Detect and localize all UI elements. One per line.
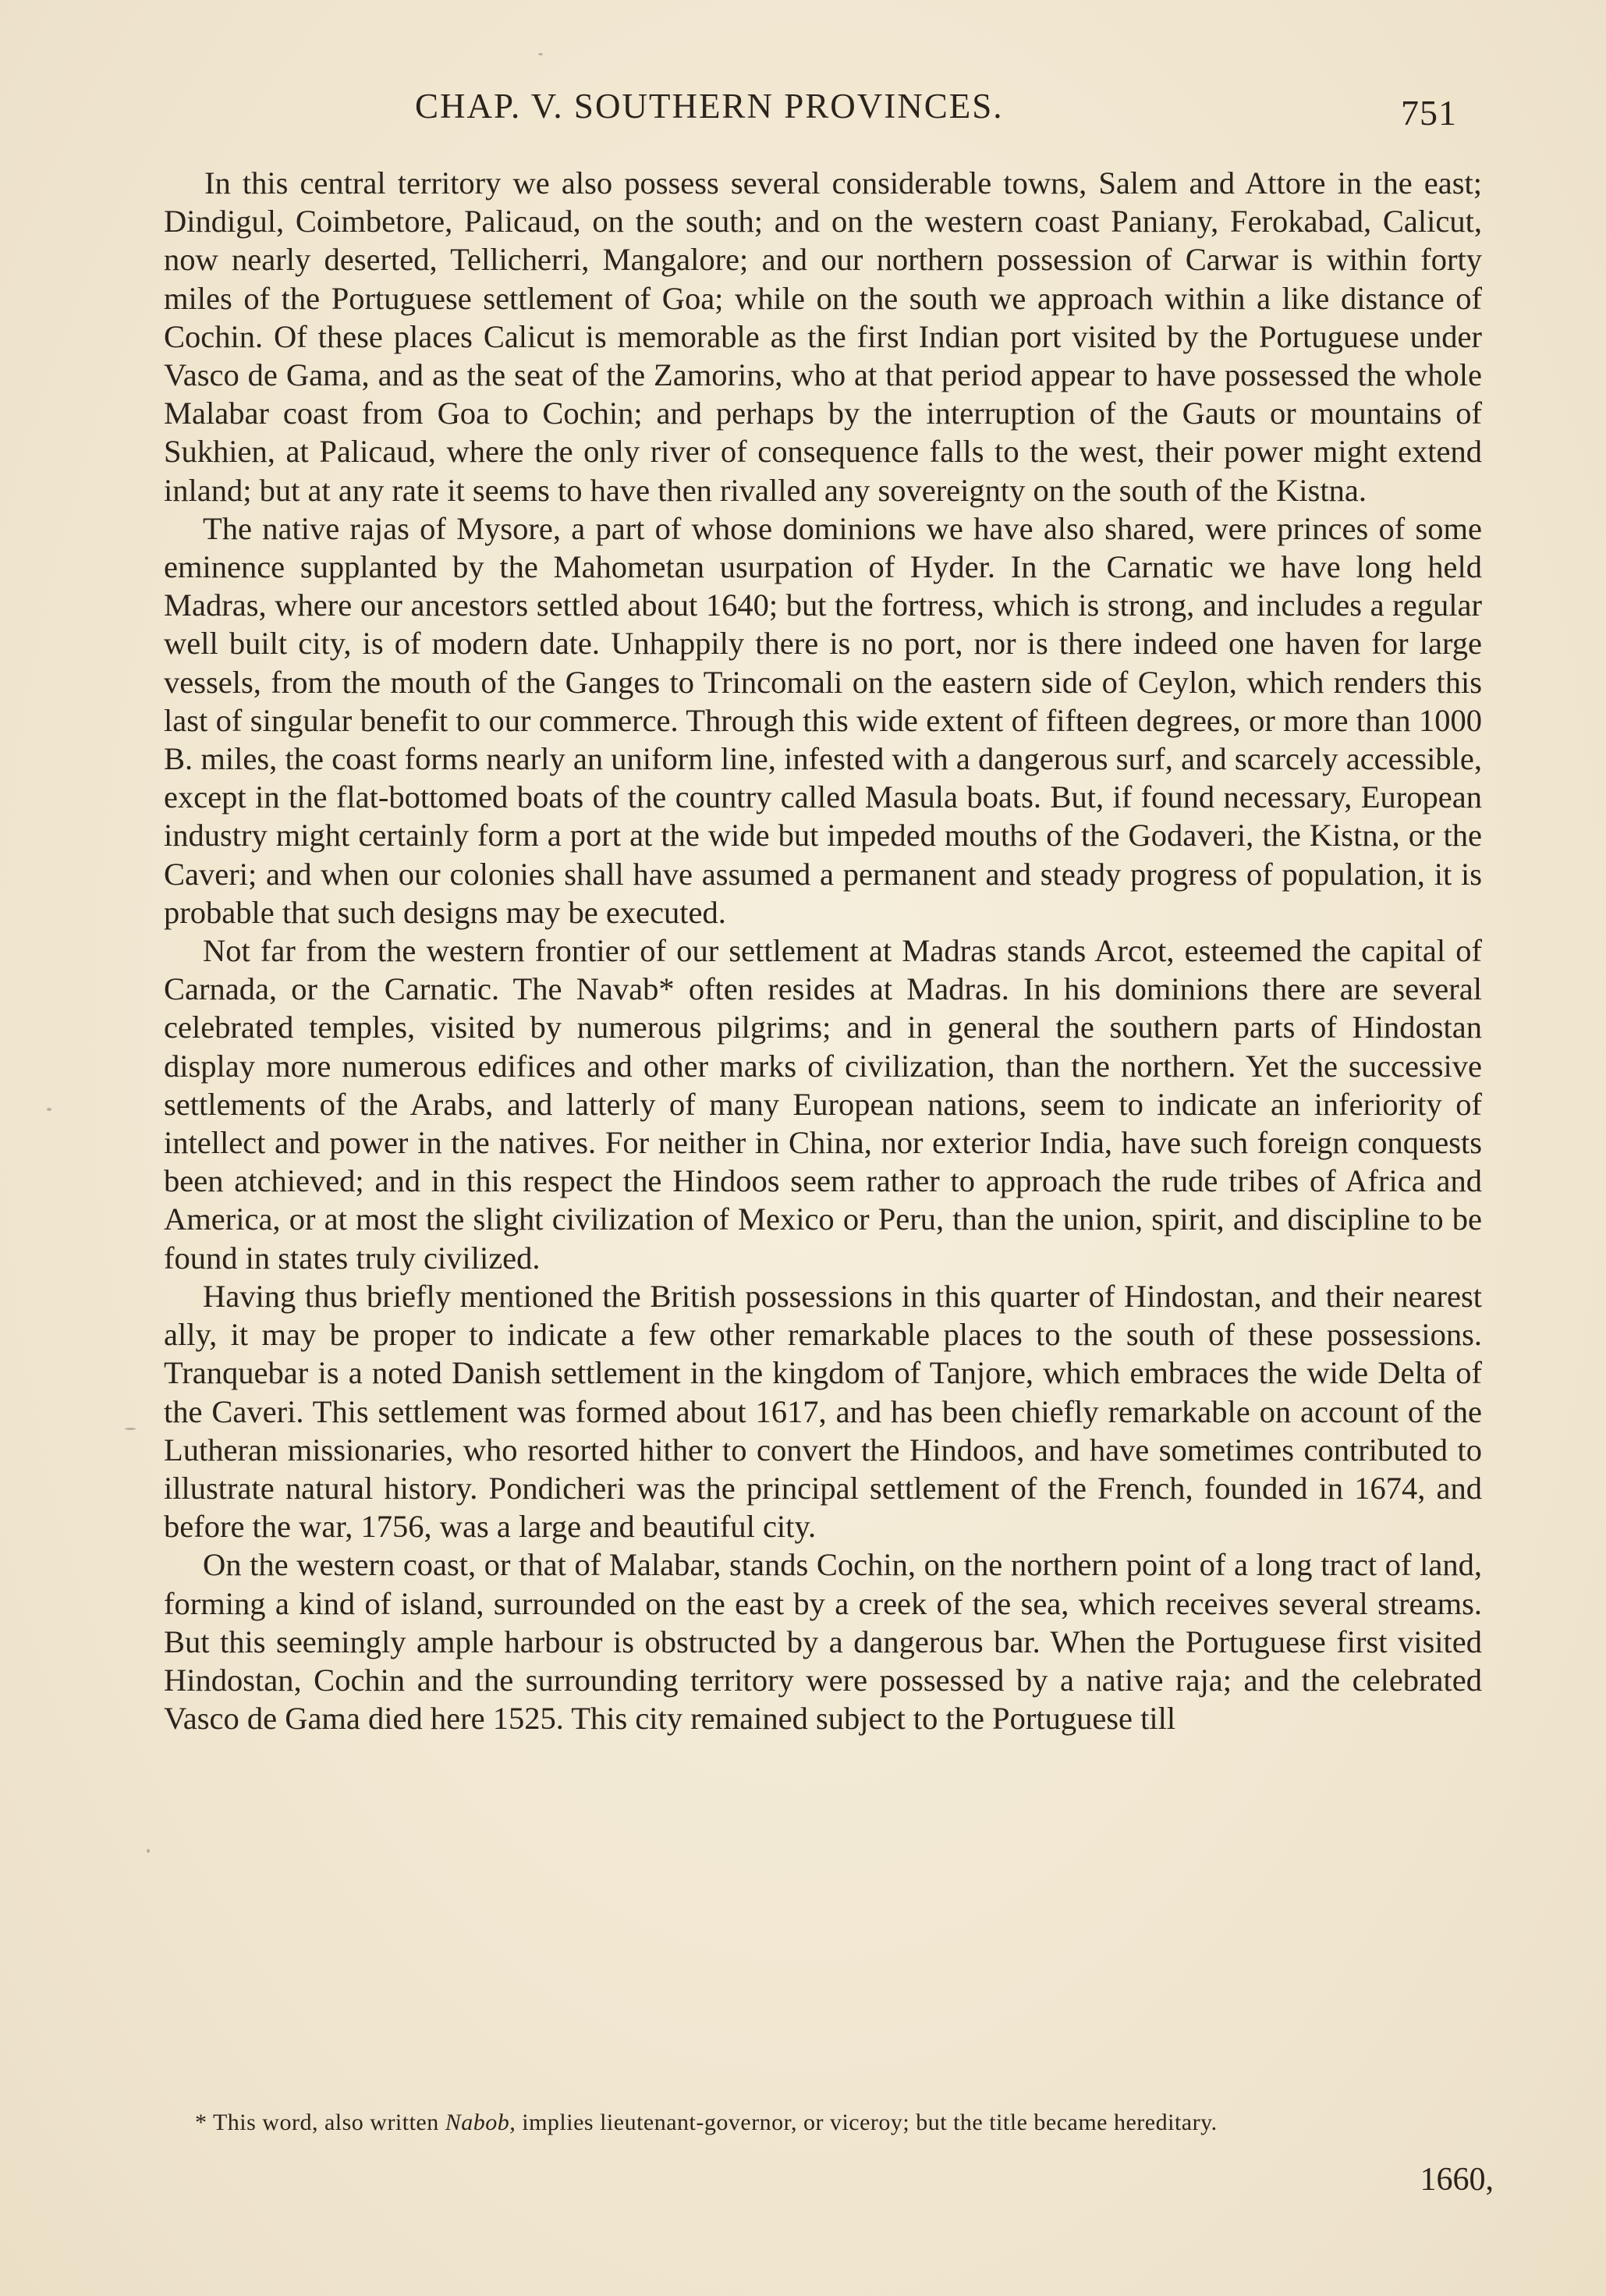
catchword: 1660, bbox=[1420, 2162, 1494, 2198]
paper-speck bbox=[147, 1849, 150, 1853]
paragraph: In this central territory we also possess several considerable towns, Salem and Attore in the east; Dindigul, Coimbetore, Palicaud, on the south; and on the western coast Paniany, Ferokabad, Calicut, now nearly deserted, Tellicherri, Mangalore; and our northern possession of Carwar is within forty miles of the Portuguese settlement of Goa; while on the south we approach within a like distance of Cochin. Of these places Calicut is memorable as the first Indian port visited by the Portuguese under Vasco de Gama, and as the seat of the Zamorins, who at that period appear to have possessed the whole Malabar coast from Goa to Cochin; and perhaps by the interruption of the Gauts or mountains of Sukhien, at Palicaud, where the only river of consequence falls to the west, their power might extend inland; but at any rate it seems to have then rivalled any sovereignty on the south of the Kistna. bbox=[164, 165, 1482, 508]
paper-speck bbox=[125, 1428, 136, 1430]
footnote-marker-text: * This word, also written bbox=[195, 2110, 439, 2135]
footnote-term: Nabob, bbox=[445, 2110, 516, 2135]
page-number: 751 bbox=[1401, 93, 1457, 133]
footnote bbox=[164, 2106, 1490, 2138]
paragraph: On the western coast, or that of Malabar, stands Cochin, on the northern point of a long tract of land, forming a kind of island, surrounded on the east by a creek of the sea, which receives several streams. But this seemingly ample harbour is obstructed by a dangerous bar. When the Portuguese first visited Hindostan, Cochin and the surrounding territory were possessed by a native raja; and the celebrated Vasco de Gama died here 1525. This city remained subject to the Portuguese till bbox=[164, 1547, 1482, 1737]
running-head: CHAP. V. SOUTHERN PROVINCES. bbox=[415, 87, 1004, 126]
body-text bbox=[164, 164, 1482, 1737]
paragraph: Having thus briefly mentioned the British possessions in this quarter of Hindostan, and their nearest ally, it may be proper to indicate a few other remarkable places to the south of these possessions. Tranquebar is a noted Danish settlement in the kingdom of Tanjore, which embraces the wide Delta of the Caveri. This settlement was formed about 1617, and has been chiefly remarkable on account of the Lutheran missionaries, who resorted hither to convert the Hindoos, and have sometimes contributed to illustrate natural history. Pondicheri was the principal settlement of the French, founded in 1674, and before the war, 1756, was a large and beautiful city. bbox=[164, 1278, 1482, 1545]
paper-speck bbox=[47, 1108, 51, 1111]
footnote-rest: implies lieutenant-governor, or viceroy; but the title became hereditary. bbox=[522, 2110, 1218, 2135]
paragraph: Not far from the western frontier of our settlement at Madras stands Arcot, esteemed the capital of Carnada, or the Carnatic. The Navab* often resides at Madras. In his dominions there are several celebrated temples, visited by numerous pilgrims; and in general the southern parts of Hindostan display more numerous edifices and other marks of civilization, than the northern. Yet the successive settlements of the Arabs, and latterly of many European nations, seem to indicate an inferiority of intellect and power in the natives. For neither in China, nor exterior India, have such foreign conquests been atchieved; and in this respect the Hindoos seem rather to approach the rude tribes of Africa and America, or at most the slight civilization of Mexico or Peru, than the union, spirit, and discipline to be found in states truly civilized. bbox=[164, 933, 1482, 1276]
paper-speck bbox=[538, 53, 543, 55]
paragraph: The native rajas of Mysore, a part of whose dominions we have also shared, were princes of some eminence supplanted by the Mahometan usurpation of Hyder. In the Carnatic we have long held Madras, where our ancestors settled about 1640; but the fortress, which is strong, and includes a regular well built city, is of modern date. Unhappily there is no port, nor is there indeed one haven for large vessels, from the mouth of the Ganges to Trincomali on the eastern side of Ceylon, which renders this last of singular benefit to our commerce. Through this wide extent of fifteen degrees, or more than 1000 B. miles, the coast forms nearly an uniform line, infested with a dangerous surf, and scarcely accessible, except in the flat-bottomed boats of the country called Masula boats. But, if found necessary, European industry might certainly form a port at the wide but impeded mouths of the Godaveri, the Kistna, or the Caveri; and when our colonies shall have assumed a permanent and steady progress of population, it is probable that such designs may be executed. bbox=[164, 510, 1482, 930]
